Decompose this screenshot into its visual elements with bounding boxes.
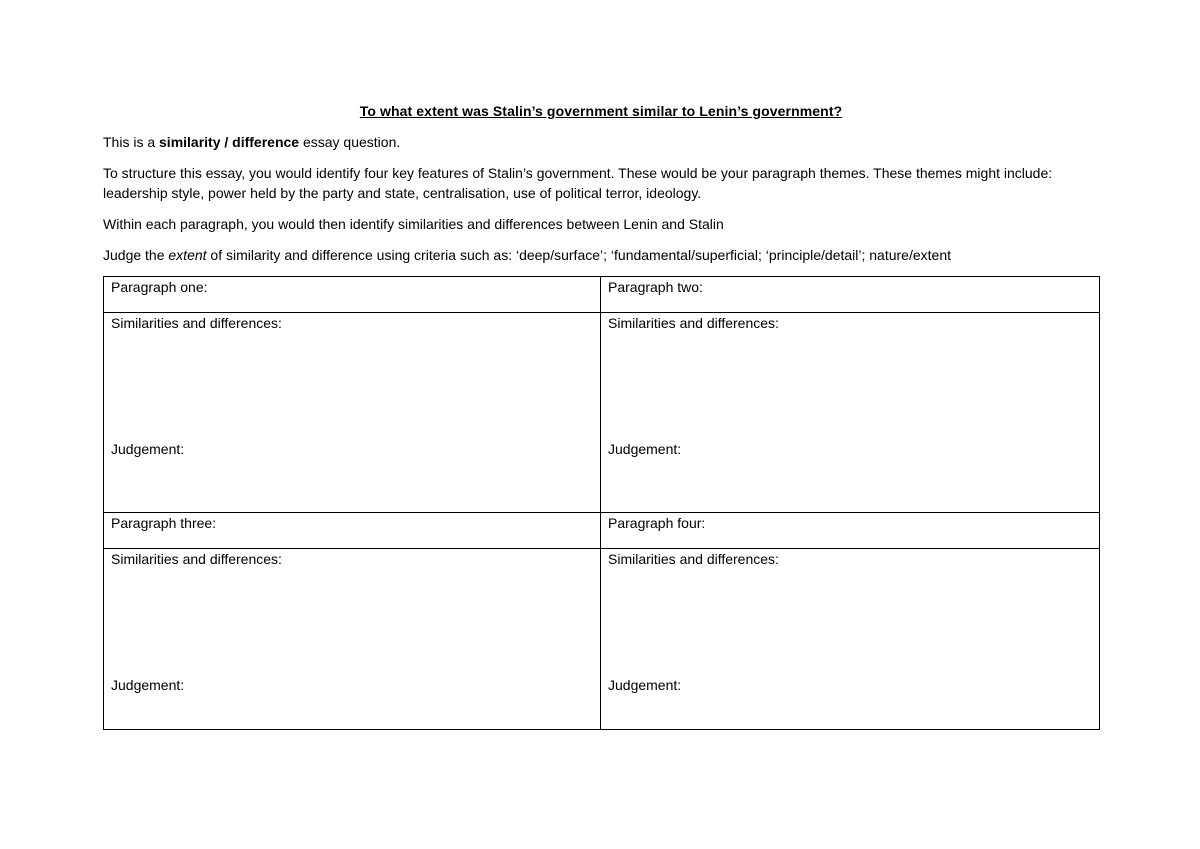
paragraph-two-label: Paragraph two: xyxy=(608,279,703,295)
judgement-label: Judgement: xyxy=(608,677,682,693)
table-row xyxy=(104,513,1100,549)
judgement-label: Judgement: xyxy=(608,441,682,457)
judge-paragraph xyxy=(103,245,1099,265)
judgement-label: Judgement: xyxy=(111,677,185,693)
paragraph-three-label: Paragraph three: xyxy=(111,515,217,531)
within-paragraph: Within each paragraph, you would then identify similarities and differences between Lenin and Stalin xyxy=(103,216,724,232)
intro-paragraph xyxy=(103,132,1099,152)
similarities-label: Similarities and differences: xyxy=(608,551,779,567)
paragraph-three-cell[interactable] xyxy=(104,513,601,549)
judge-italic: extent xyxy=(168,247,207,263)
structure-paragraph: To structure this essay, you would identify four key features of Stalin’s government. These would be your paragraph themes. These themes might include: leadership style, power held by the party and state, centralisation, use of political terror, ideology. xyxy=(103,165,1053,201)
paragraph-two-cell[interactable] xyxy=(601,277,1100,313)
table-row xyxy=(104,313,1100,513)
paragraph-one-label: Paragraph one: xyxy=(111,279,208,295)
paragraph-four-label: Paragraph four: xyxy=(608,515,706,531)
paragraph-three-analysis-cell[interactable] xyxy=(104,549,601,730)
document-title: To what extent was Stalin’s government similar to Lenin’s government? xyxy=(359,103,843,119)
paragraph-four-cell[interactable] xyxy=(601,513,1100,549)
paragraph-one-cell[interactable] xyxy=(104,277,601,313)
document-page xyxy=(103,100,1099,265)
judgement-label: Judgement: xyxy=(111,441,185,457)
intro-prefix: This is a xyxy=(103,134,160,150)
paragraph-four-analysis-cell[interactable] xyxy=(601,549,1100,730)
similarities-label: Similarities and differences: xyxy=(111,315,282,331)
intro-bold: similarity / difference xyxy=(159,134,300,150)
essay-plan-table xyxy=(103,276,1100,730)
intro-suffix: essay question. xyxy=(299,134,401,150)
judge-prefix: Judge the xyxy=(103,247,169,263)
table-row xyxy=(104,549,1100,730)
judge-suffix: of similarity and difference using criteria such as: ‘deep/surface’; ‘fundamental/superficial; ‘principle/detail’; nature/extent xyxy=(206,247,951,263)
paragraph-one-analysis-cell[interactable] xyxy=(104,313,601,513)
similarities-label: Similarities and differences: xyxy=(608,315,779,331)
table-row xyxy=(104,277,1100,313)
paragraph-two-analysis-cell[interactable] xyxy=(601,313,1100,513)
similarities-label: Similarities and differences: xyxy=(111,551,282,567)
